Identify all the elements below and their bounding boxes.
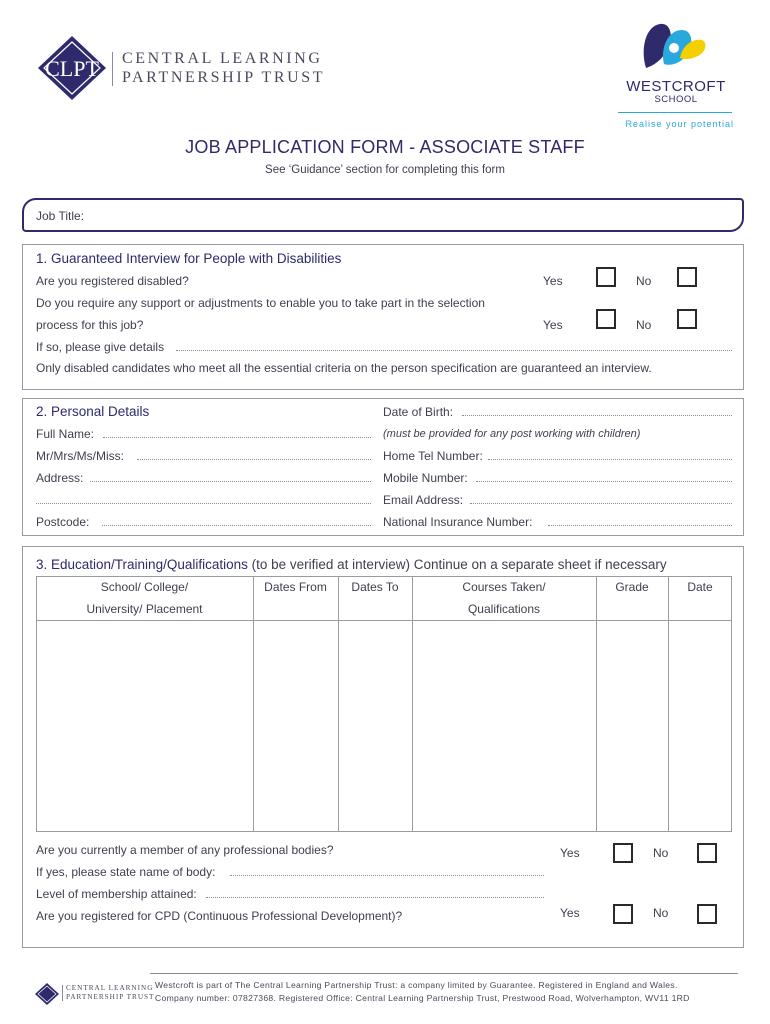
full-name-label: Full Name: [36,427,95,441]
ni-input[interactable] [548,525,732,526]
trust-logo [36,34,108,102]
title-input[interactable] [137,459,371,460]
table-cell-to[interactable] [339,621,412,831]
prof-yes-label: Yes [560,846,580,860]
membership-label: Level of membership attained: [36,887,197,901]
q1-no-checkbox[interactable] [677,267,697,287]
interview-note: Only disabled candidates who meet all the essential criteria on the person specification are guaranteed an interview. [36,361,652,375]
job-title-field[interactable] [22,198,744,232]
col-school-2: University/ Placement [86,602,203,616]
school-name: WESTCROFT [626,78,726,95]
school-tagline: Realise your potential [625,119,734,129]
cpd-question: Are you registered for CPD (Continuous Professional Development)? [36,909,403,923]
postcode-input[interactable] [102,525,371,526]
body-name-label: If yes, please state name of body: [36,865,216,879]
q1-no-label: No [636,274,652,288]
footer-trust-line1: CENTRAL LEARNING [66,984,154,992]
col-dates-to: Dates To [351,580,399,594]
cpd-yes-label: Yes [560,906,580,920]
prof-yes-checkbox[interactable] [613,843,633,863]
postcode-label: Postcode: [36,515,90,529]
section3-heading-rest: (to be verified at interview) Continue on a separate sheet if necessary [247,557,667,572]
support-question-line1: Do you require any support or adjustments to enable you to take part in the selection [36,296,485,310]
prof-no-label: No [653,846,669,860]
trust-name-line1: CENTRAL LEARNING [122,50,323,67]
body-name-input[interactable] [230,875,544,876]
email-input[interactable] [470,503,732,504]
registered-disabled-question: Are you registered disabled? [36,274,189,288]
q2-yes-checkbox[interactable] [596,309,616,329]
school-sub: SCHOOL [654,94,698,105]
home-tel-label: Home Tel Number: [383,449,483,463]
support-question-line2: process for this job? [36,318,144,332]
col-school-1: School/ College/ [100,580,189,594]
professional-bodies-question: Are you currently a member of any professional bodies? [36,843,334,857]
dob-note: (must be provided for any post working with children) [383,428,641,440]
page-subtitle: See ‘Guidance’ section for completing this form [265,164,505,176]
home-tel-input[interactable] [488,459,732,460]
q2-no-label: No [636,318,652,332]
membership-input[interactable] [206,897,544,898]
school-emblem-icon [636,18,710,78]
q2-no-checkbox[interactable] [677,309,697,329]
trust-logo-icon [36,34,108,102]
trust-name-line2: PARTNERSHIP TRUST [122,69,326,86]
cpd-yes-checkbox[interactable] [613,904,633,924]
job-title-label: Job Title: [36,209,85,223]
section2-heading: 2. Personal Details [36,404,150,419]
email-label: Email Address: [383,493,464,507]
school-logo [636,18,710,78]
section1-heading: 1. Guaranteed Interview for People with Disabilities [36,251,342,266]
svg-text:CLPT: CLPT [45,56,99,81]
table-cell-grade[interactable] [597,621,668,831]
table-cell-from[interactable] [254,621,338,831]
col-date: Date [687,580,713,594]
details-label: If so, please give details [36,340,165,354]
mobile-label: Mobile Number: [383,471,468,485]
section3-heading [36,557,667,572]
cpd-no-checkbox[interactable] [697,904,717,924]
address-input-2[interactable] [36,503,371,504]
q1-yes-checkbox[interactable] [596,267,616,287]
cpd-no-label: No [653,906,669,920]
footer-trust-logo [34,982,60,1006]
q1-yes-label: Yes [543,274,563,288]
table-cell-date[interactable] [669,621,731,831]
footer-trust-line2: PARTNERSHIP TRUST [66,993,155,1001]
dob-input[interactable] [462,415,732,416]
title-label: Mr/Mrs/Ms/Miss: [36,449,124,463]
footer-trust-logo-icon [34,982,60,1006]
mobile-input[interactable] [476,481,732,482]
ni-label: National Insurance Number: [383,515,533,529]
col-grade: Grade [615,580,649,594]
details-input[interactable] [176,350,732,351]
address-label: Address: [36,471,84,485]
q2-yes-label: Yes [543,318,563,332]
footer-line1: Westcroft is part of The Central Learning Partnership Trust: a company limited by Guarantee. Registered in England and Wales. [155,980,678,990]
prof-no-checkbox[interactable] [697,843,717,863]
page-title: JOB APPLICATION FORM - ASSOCIATE STAFF [185,137,585,157]
section3-heading-bold: 3. Education/Training/Qualifications [36,557,248,572]
footer-line2: Company number: 07827368. Registered Office: Central Learning Partnership Trust, Prestwood Road, Wolverhampton, WV11 1RD [155,993,690,1003]
dob-label: Date of Birth: [383,405,454,419]
col-dates-from: Dates From [264,580,327,594]
col-courses-2: Qualifications [467,602,541,616]
table-cell-school[interactable] [37,621,253,831]
col-courses-1: Courses Taken/ [462,580,546,594]
address-input-1[interactable] [90,481,371,482]
table-cell-courses[interactable] [413,621,596,831]
full-name-input[interactable] [103,437,371,438]
